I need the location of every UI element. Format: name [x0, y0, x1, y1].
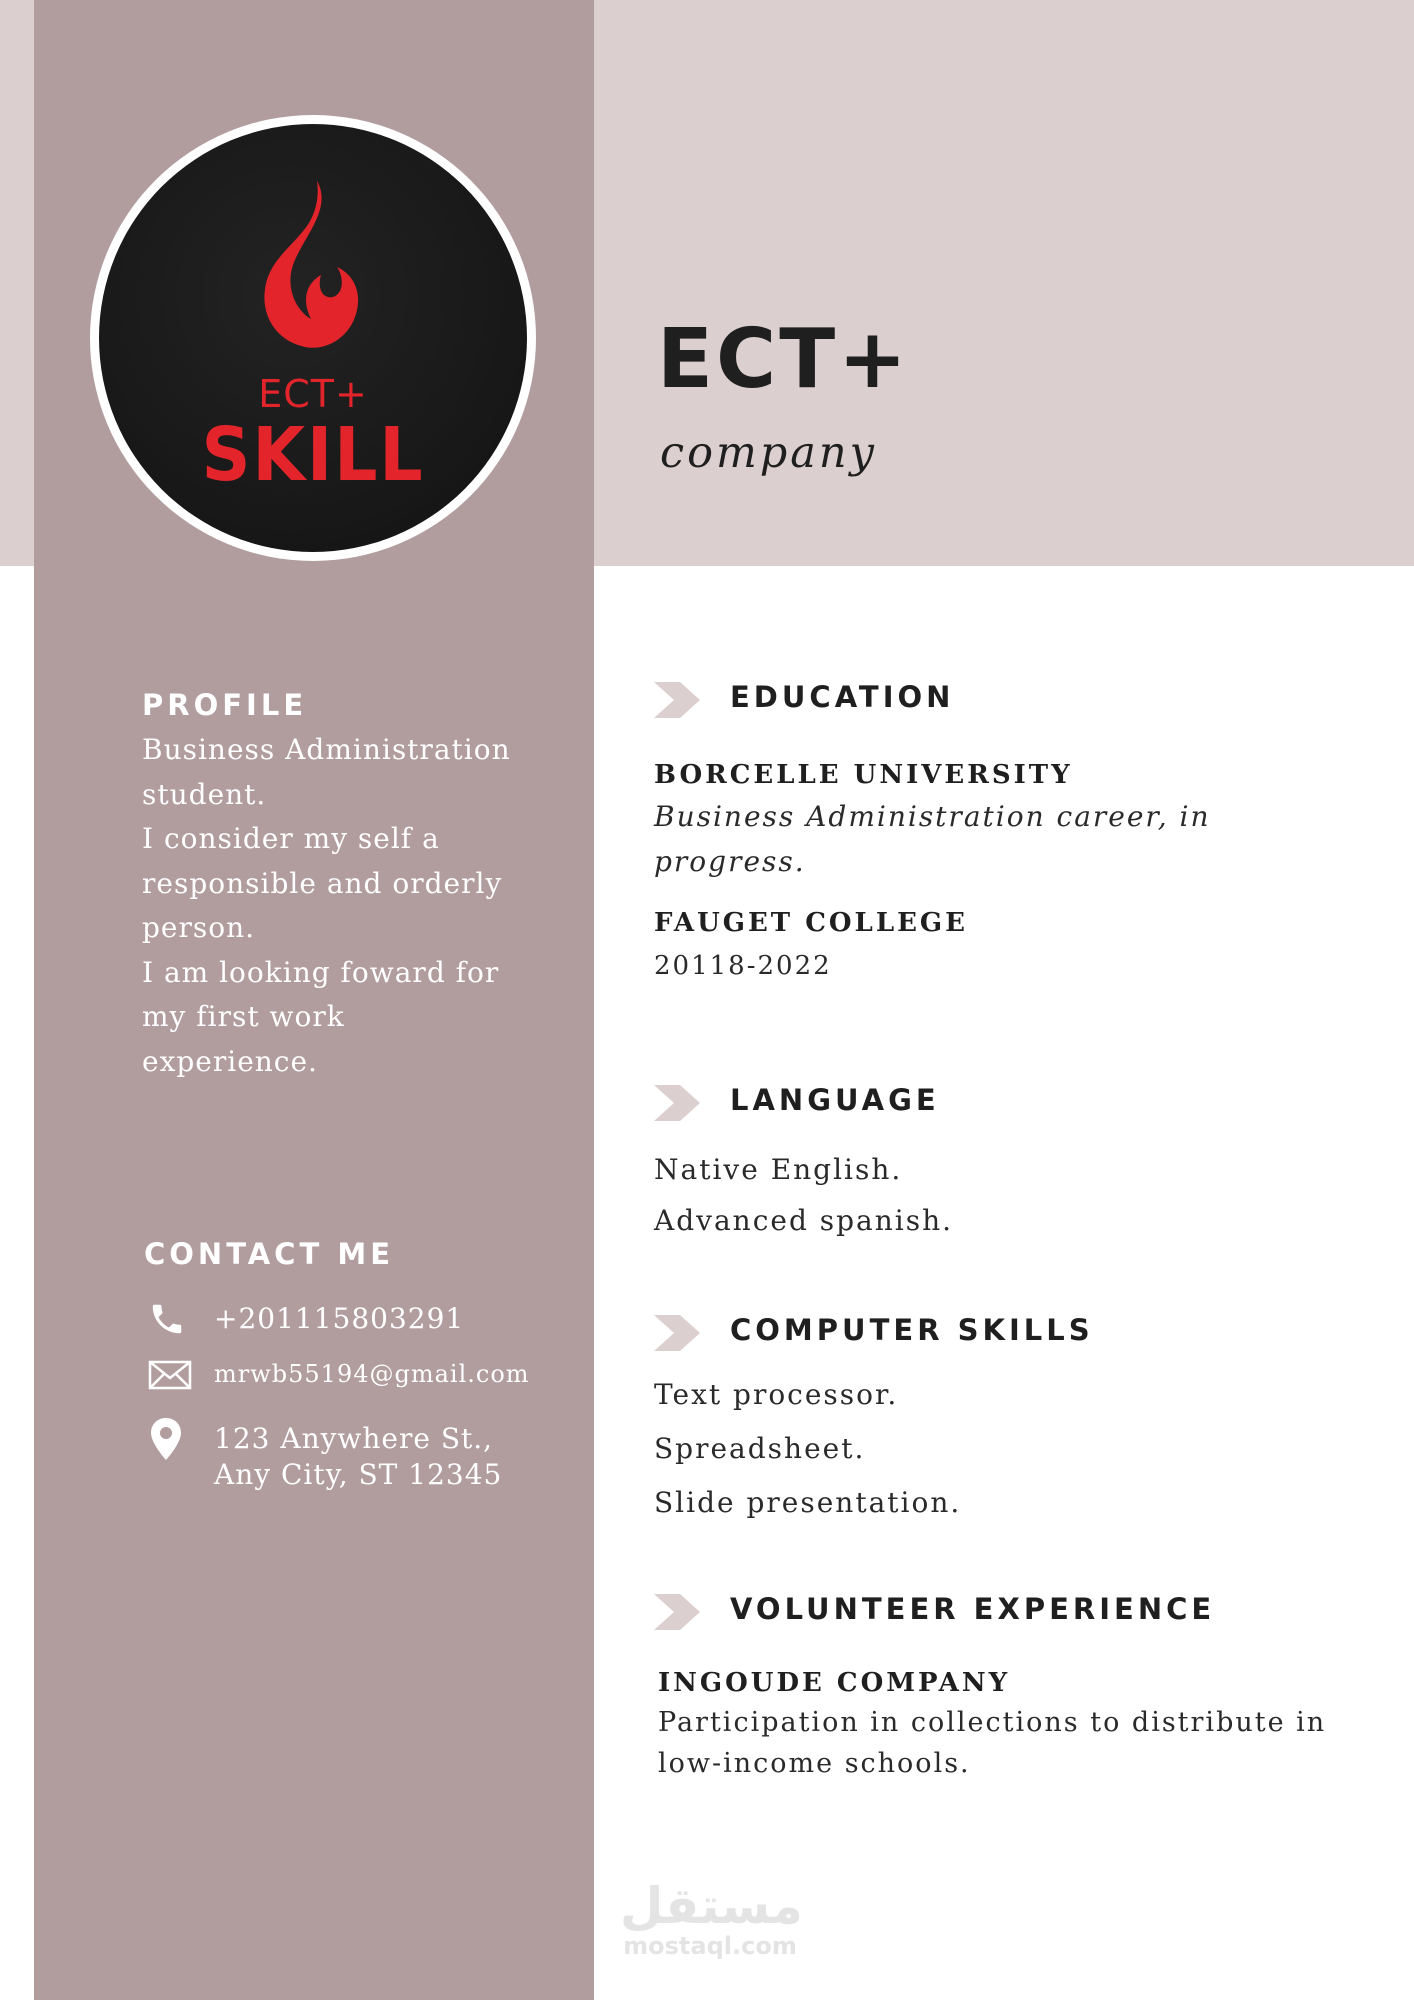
profile-line: person. [142, 911, 256, 944]
logo-background [99, 124, 527, 552]
education-detail: progress. [654, 845, 806, 878]
contact-address-line1: 123 Anywhere St., [214, 1422, 494, 1455]
chevron-right-icon [654, 1085, 700, 1121]
location-pin-icon [148, 1416, 184, 1462]
profile-line: I am looking foward for [142, 955, 500, 989]
profile-line: I consider my self a [142, 822, 440, 855]
education-detail: 20118-2022 [654, 951, 832, 981]
watermark-latin: mostaql.com [623, 1932, 797, 1960]
chevron-right-icon [654, 1594, 700, 1630]
computer-skill-item: Text processor. [654, 1378, 899, 1411]
name-subtitle: company [660, 428, 877, 478]
mail-icon [148, 1360, 192, 1390]
logo-text-skill: SKILL [201, 412, 425, 498]
profile-line: student. [142, 777, 267, 811]
logo-text-ect: ECT+ [258, 372, 368, 416]
computer-skill-item: Slide presentation. [654, 1486, 962, 1519]
contact-heading: CONTACT ME [144, 1237, 395, 1271]
phone-icon [148, 1300, 186, 1338]
contact-phone[interactable]: +201115803291 [214, 1302, 465, 1335]
profile-line: responsible and orderly [142, 866, 503, 900]
name-title: ECT+ [657, 312, 910, 407]
profile-line: Business Administration [142, 733, 511, 766]
contact-address-line2: Any City, ST 12345 [214, 1458, 503, 1491]
volunteer-description: Participation in collections to distribute in [658, 1707, 1327, 1738]
education-school: FAUGET COLLEGE [654, 908, 968, 938]
watermark-arabic: مستقل [620, 1877, 803, 1935]
volunteer-heading: VOLUNTEER EXPERIENCE [730, 1592, 1216, 1626]
education-detail: Business Administration career, in [654, 800, 1211, 833]
volunteer-company: INGOUDE COMPANY [658, 1668, 1011, 1698]
chevron-right-icon [654, 1315, 700, 1351]
education-school: BORCELLE UNIVERSITY [654, 760, 1073, 790]
language-heading: LANGUAGE [730, 1083, 940, 1117]
profile-line: experience. [142, 1044, 318, 1078]
contact-email[interactable]: mrwb55194@gmail.com [214, 1360, 530, 1388]
watermark [620, 1877, 803, 1960]
profile-heading: PROFILE [142, 688, 308, 722]
volunteer-description: low-income schools. [658, 1748, 971, 1779]
profile-text [142, 728, 562, 1084]
chevron-right-icon [654, 682, 700, 718]
profile-line: my first work [142, 1000, 345, 1033]
company-logo [90, 115, 536, 561]
language-item: Native English. [654, 1153, 903, 1186]
computer-skills-heading: COMPUTER SKILLS [730, 1313, 1094, 1347]
education-heading: EDUCATION [730, 680, 955, 714]
language-item: Advanced spanish. [654, 1204, 954, 1237]
flame-icon [255, 179, 375, 359]
computer-skill-item: Spreadsheet. [654, 1432, 866, 1465]
